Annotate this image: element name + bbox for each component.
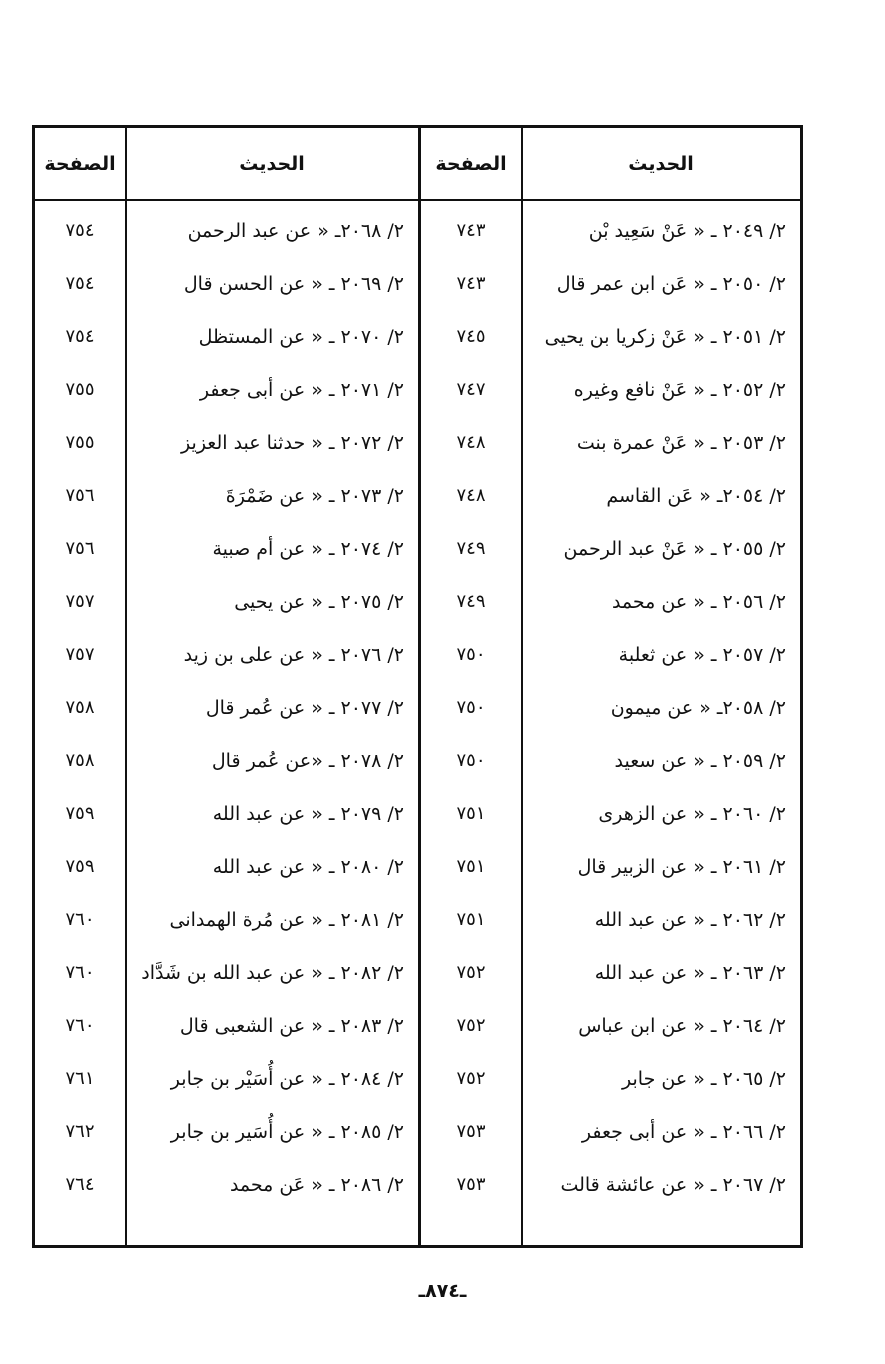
table-row bbox=[35, 310, 800, 363]
right-page-number: ٧٥٠ bbox=[456, 697, 486, 718]
left-page-number: ٧٥٤ bbox=[65, 273, 95, 294]
right-hadith-entry: ٢/ ٢٠٥٦ ـ « عن محمد bbox=[611, 590, 786, 613]
left-page-number: ٧٥٤ bbox=[65, 220, 95, 241]
right-hadith-entry: ٢/ ٢٠٦٤ ـ « عن ابن عباس bbox=[578, 1014, 786, 1037]
right-hadith-entry: ٢/ ٢٠٤٩ ـ « عَنْ سَعِيد بْن bbox=[588, 219, 786, 242]
left-hadith-entry: ٢/ ٢٠٧٠ ـ « عن المستظل bbox=[198, 325, 404, 348]
right-page-number: ٧٤٧ bbox=[456, 379, 486, 400]
left-page-number: ٧٦٠ bbox=[65, 962, 95, 983]
table-row bbox=[35, 363, 800, 416]
header-left-page: الصفحة bbox=[44, 152, 116, 175]
right-hadith-entry: ٢/ ٢٠٦٢ ـ « عن عبد الله bbox=[594, 908, 786, 931]
right-hadith-entry: ٢/ ٢٠٦٠ ـ « عن الزهرى bbox=[598, 802, 786, 825]
left-page-number: ٧٥٧ bbox=[65, 591, 95, 612]
right-hadith-entry: ٢/ ٢٠٦٦ ـ « عن أبى جعفر bbox=[581, 1120, 786, 1143]
table-row bbox=[35, 416, 800, 469]
table-row bbox=[35, 628, 800, 681]
left-hadith-entry: ٢/ ٢٠٨٣ ـ « عن الشعبى قال bbox=[179, 1014, 404, 1037]
table-row bbox=[35, 681, 800, 734]
table-row bbox=[35, 1105, 800, 1158]
right-hadith-entry: ٢/ ٢٠٦٣ ـ « عن عبد الله bbox=[594, 961, 786, 984]
left-hadith-entry: ٢/ ٢٠٧٩ ـ « عن عبد الله bbox=[212, 802, 404, 825]
left-page-number: ٧٥٦ bbox=[65, 485, 95, 506]
right-hadith-entry: ٢/ ٢٠٥٢ ـ « عَنْ نافع وغيره bbox=[573, 378, 786, 401]
left-page-number: ٧٥٥ bbox=[65, 379, 95, 400]
index-table bbox=[32, 125, 803, 1248]
header-right-page: الصفحة bbox=[435, 152, 507, 175]
left-hadith-entry: ٢/ ٢٠٧١ ـ « عن أبى جعفر bbox=[199, 378, 404, 401]
table-row bbox=[35, 999, 800, 1052]
left-hadith-entry: ٢/ ٢٠٧٧ ـ « عن عُمر قال bbox=[205, 696, 404, 719]
right-hadith-entry: ٢/ ٢٠٥٠ ـ « عَن ابن عمر قال bbox=[556, 272, 786, 295]
left-page-number: ٧٦٤ bbox=[65, 1174, 95, 1195]
table-row bbox=[35, 204, 800, 257]
left-hadith-entry: ٢/ ٢٠٧٢ ـ « حدثنا عبد العزيز bbox=[181, 431, 404, 454]
left-page-number: ٧٦٠ bbox=[65, 909, 95, 930]
left-page-number: ٧٥٩ bbox=[65, 856, 95, 877]
left-page-number: ٧٥٧ bbox=[65, 644, 95, 665]
right-page-number: ٧٥٢ bbox=[456, 1068, 486, 1089]
right-hadith-entry: ٢/ ٢٠٥٣ ـ « عَنْ عمرة بنت bbox=[576, 431, 786, 454]
right-page-number: ٧٥٣ bbox=[456, 1174, 486, 1195]
right-page-number: ٧٥٣ bbox=[456, 1121, 486, 1142]
right-hadith-entry: ٢/ ٢٠٦١ ـ « عن الزبير قال bbox=[577, 855, 786, 878]
header-left-hadith: الحديث bbox=[239, 152, 305, 175]
right-hadith-entry: ٢/ ٢٠٥١ ـ « عَنْ زكريا بن يحيى bbox=[544, 325, 786, 348]
left-page-number: ٧٦٠ bbox=[65, 1015, 95, 1036]
right-hadith-entry: ٢/ ٢٠٥٤ـ « عَن القاسم bbox=[606, 484, 786, 507]
left-hadith-entry: ٢/ ٢٠٦٨ـ « عن عبد الرحمن bbox=[187, 219, 404, 242]
right-hadith-entry: ٢/ ٢٠٥٩ ـ « عن سعيد bbox=[614, 749, 786, 772]
right-page-number: ٧٥١ bbox=[456, 909, 486, 930]
right-page-number: ٧٤٣ bbox=[456, 273, 486, 294]
page-number: ـ٨٧٤ـ bbox=[418, 1280, 467, 1302]
left-hadith-entry: ٢/ ٢٠٨٦ ـ « عَن محمد bbox=[229, 1173, 404, 1196]
right-hadith-entry: ٢/ ٢٠٥٥ ـ « عَنْ عبد الرحمن bbox=[563, 537, 786, 560]
right-page-number: ٧٥١ bbox=[456, 803, 486, 824]
left-hadith-entry: ٢/ ٢٠٧٦ ـ « عن على بن زيد bbox=[183, 643, 404, 666]
right-page-number: ٧٥٠ bbox=[456, 644, 486, 665]
right-hadith-entry: ٢/ ٢٠٥٨ـ « عن ميمون bbox=[610, 696, 786, 719]
right-page-number: ٧٤٣ bbox=[456, 220, 486, 241]
right-hadith-entry: ٢/ ٢٠٦٥ ـ « عن جابر bbox=[622, 1067, 786, 1090]
table-row bbox=[35, 893, 800, 946]
left-page-number: ٧٥٥ bbox=[65, 432, 95, 453]
left-hadith-entry: ٢/ ٢٠٧٨ ـ «عن عُمر قال bbox=[211, 749, 404, 772]
table-row bbox=[35, 1158, 800, 1211]
right-page-number: ٧٤٥ bbox=[456, 326, 486, 347]
left-hadith-entry: ٢/ ٢٠٨٢ ـ « عن عبد الله بن شَدَّاد bbox=[141, 961, 404, 984]
right-hadith-entry: ٢/ ٢٠٦٧ ـ « عن عائشة قالت bbox=[560, 1173, 786, 1196]
left-hadith-entry: ٢/ ٢٠٨٥ ـ « عن أُسَير بن جابر bbox=[170, 1120, 404, 1143]
right-page-number: ٧٤٨ bbox=[456, 485, 486, 506]
header-right-hadith: الحديث bbox=[628, 152, 694, 175]
header-divider bbox=[35, 199, 800, 201]
left-hadith-entry: ٢/ ٢٠٧٣ ـ « عن ضَمْرَةَ bbox=[225, 484, 404, 507]
right-page-number: ٧٤٨ bbox=[456, 432, 486, 453]
left-hadith-entry: ٢/ ٢٠٧٤ ـ « عن أم صبية bbox=[212, 537, 404, 560]
table-row bbox=[35, 734, 800, 787]
left-page-number: ٧٦١ bbox=[65, 1068, 95, 1089]
left-hadith-entry: ٢/ ٢٠٧٥ ـ « عن يحيى bbox=[234, 590, 404, 613]
right-page-number: ٧٥٢ bbox=[456, 962, 486, 983]
right-hadith-entry: ٢/ ٢٠٥٧ ـ « عن ثعلبة bbox=[618, 643, 786, 666]
right-page-number: ٧٥٠ bbox=[456, 750, 486, 771]
right-page-number: ٧٤٩ bbox=[456, 591, 486, 612]
left-hadith-entry: ٢/ ٢٠٨٠ ـ « عن عبد الله bbox=[212, 855, 404, 878]
table-row bbox=[35, 575, 800, 628]
table-row bbox=[35, 840, 800, 893]
table-row bbox=[35, 787, 800, 840]
table-row bbox=[35, 946, 800, 999]
left-hadith-entry: ٢/ ٢٠٦٩ ـ « عن الحسن قال bbox=[183, 272, 404, 295]
left-page-number: ٧٦٢ bbox=[65, 1121, 95, 1142]
table-row bbox=[35, 522, 800, 575]
left-page-number: ٧٥٨ bbox=[65, 750, 95, 771]
left-page-number: ٧٥٩ bbox=[65, 803, 95, 824]
left-page-number: ٧٥٤ bbox=[65, 326, 95, 347]
left-page-number: ٧٥٦ bbox=[65, 538, 95, 559]
table-row bbox=[35, 257, 800, 310]
table-row bbox=[35, 1052, 800, 1105]
left-page-number: ٧٥٨ bbox=[65, 697, 95, 718]
left-hadith-entry: ٢/ ٢٠٨١ ـ « عن مُرة الهمدانى bbox=[169, 908, 404, 931]
right-page-number: ٧٤٩ bbox=[456, 538, 486, 559]
left-hadith-entry: ٢/ ٢٠٨٤ ـ « عن أُسَيْر بن جابر bbox=[170, 1067, 404, 1090]
table-row bbox=[35, 469, 800, 522]
right-page-number: ٧٥٢ bbox=[456, 1015, 486, 1036]
right-page-number: ٧٥١ bbox=[456, 856, 486, 877]
